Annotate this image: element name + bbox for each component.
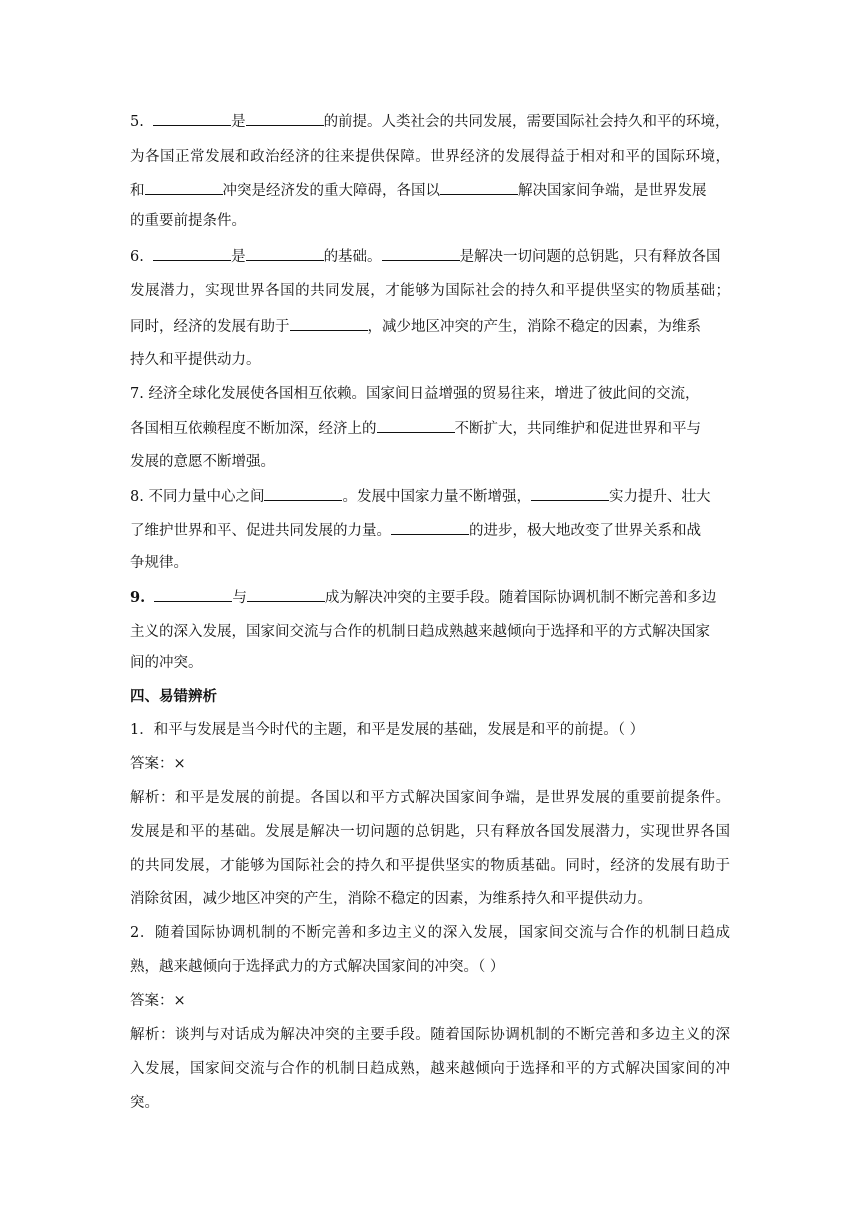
q7-text: 不断扩大，共同维护和促进世界和平与 <box>454 421 701 437</box>
item2-answer: 答案：× <box>130 993 186 1009</box>
section-heading: 四、易错辨析 <box>130 689 217 705</box>
q6-text: 同时，经济的发展有助于 <box>130 319 290 335</box>
q6-blank-1[interactable] <box>153 246 231 261</box>
q6-line-2: 发展潜力，实现世界各国的共同发展，才能够为国际社会的持久和平提供坚实的物质基础； <box>130 283 730 299</box>
item2-question-line-2: 熟，越来越倾向于选择武力的方式解决国家间的冲突。（ ） <box>130 959 505 975</box>
item1-analysis-line-1: 解析：和平是发展的前提。各国以和平方式解决国家间争端，是世界发展的重要前提条件。 <box>130 790 730 806</box>
q6-line-1 <box>130 246 730 266</box>
q8-blank-3[interactable] <box>391 520 469 535</box>
q8-line-3: 争规律。 <box>130 555 188 571</box>
q9-blank-2[interactable] <box>247 587 325 602</box>
q6-text: ，减少地区冲突的产生，消除不稳定的因素，为维系 <box>367 319 701 335</box>
item1-analysis-line-2: 发展是和平的基础。发展是解决一切问题的总钥匙，只有释放各国发展潜力，实现世界各国 <box>130 824 730 840</box>
q5-line-3 <box>130 180 730 200</box>
item2-question-line-1: 2．随着国际协调机制的不断完善和多边主义的深入发展，国家间交流与合作的机制日趋成 <box>130 925 730 941</box>
q6-text: 是 <box>231 249 246 265</box>
q5-text: 和 <box>130 183 145 199</box>
q7-line-3: 发展的意愿不断增强。 <box>130 454 275 470</box>
q9-line-3: 间的冲突。 <box>130 655 203 671</box>
item1-answer: 答案：× <box>130 756 186 772</box>
q8-text: 8. 不同力量中心之间 <box>130 489 265 505</box>
q5-blank-3[interactable] <box>145 180 223 195</box>
q5-text: 冲突是经济发的重大障碍，各国以 <box>222 183 440 199</box>
q5-text: 是 <box>231 114 246 130</box>
q5-text: 的前提。人类社会的共同发展，需要国际社会持久和平的环境， <box>323 114 730 130</box>
item2-analysis-line-3: 突。 <box>130 1095 159 1111</box>
q6-line-3 <box>130 316 730 336</box>
q8-text: 了维护世界和平、促进共同发展的力量。 <box>130 523 391 539</box>
q7-blank-1[interactable] <box>377 418 455 433</box>
q9-text: 与 <box>232 590 247 606</box>
q8-text: 的进步，极大地改变了世界关系和战 <box>469 523 701 539</box>
q6-text: 是解决一切问题的总钥匙，只有释放各国 <box>459 249 721 265</box>
q8-line-2 <box>130 520 730 540</box>
item1-analysis-line-4: 消除贫困，减少地区冲突的产生，消除不稳定的因素，为维系持久和平提供动力。 <box>130 891 652 907</box>
q5-blank-4[interactable] <box>440 180 518 195</box>
q5-line-1 <box>130 111 730 131</box>
q8-blank-2[interactable] <box>531 486 609 501</box>
q6-number: 6. <box>130 249 144 265</box>
q9-line-2: 主义的深入发展，国家间交流与合作的机制日趋成熟越来越倾向于选择和平的方式解决国家 <box>130 624 710 640</box>
q5-line-4: 的重要前提条件。 <box>130 213 246 229</box>
q6-text: 的基础。 <box>323 249 382 265</box>
q7-text: 各国相互依赖程度不断加深，经济上的 <box>130 421 377 437</box>
q9-line-1 <box>130 587 730 607</box>
q9-text: 成为解决冲突的主要手段。随着国际协调机制不断完善和多边 <box>324 590 717 606</box>
q9-number: 9. <box>130 589 146 606</box>
q6-blank-3[interactable] <box>382 246 460 261</box>
q8-blank-1[interactable] <box>264 486 342 501</box>
q6-blank-2[interactable] <box>246 246 324 261</box>
q6-line-4: 持久和平提供动力。 <box>130 352 261 368</box>
q7-line-2 <box>130 418 730 438</box>
item2-analysis-line-1: 解析：谈判与对话成为解决冲突的主要手段。随着国际协调机制的不断完善和多边主义的深 <box>130 1027 730 1043</box>
item1-analysis-line-3: 的共同发展，才能够为国际社会的持久和平提供坚实的物质基础。同时，经济的发展有助于 <box>130 858 730 874</box>
q7-line-1: 7. 经济全球化发展使各国相互依赖。国家间日益增强的贸易往来，增进了彼此间的交流， <box>130 386 700 402</box>
q9-blank-1[interactable] <box>154 587 232 602</box>
item2-analysis-line-2: 入发展，国家间交流与合作的机制日趋成熟，越来越倾向于选择和平的方式解决国家间的冲 <box>130 1061 730 1077</box>
q5-blank-2[interactable] <box>246 111 324 126</box>
q5-blank-1[interactable] <box>153 111 231 126</box>
q8-text: 。发展中国家力量不断增强， <box>342 489 531 505</box>
item1-question: 1．和平与发展是当今时代的主题，和平是发展的基础，发展是和平的前提。（ ） <box>130 722 645 738</box>
q5-number: 5. <box>130 114 144 130</box>
q5-text: 解决国家间争端，是世界发展 <box>518 183 707 199</box>
q5-line-2: 为各国正常发展和政治经济的往来提供保障。世界经济的发展得益于相对和平的国际环境， <box>130 149 730 165</box>
q8-line-1 <box>130 486 730 506</box>
q6-blank-4[interactable] <box>290 316 368 331</box>
q8-text: 实力提升、壮大 <box>608 489 711 505</box>
